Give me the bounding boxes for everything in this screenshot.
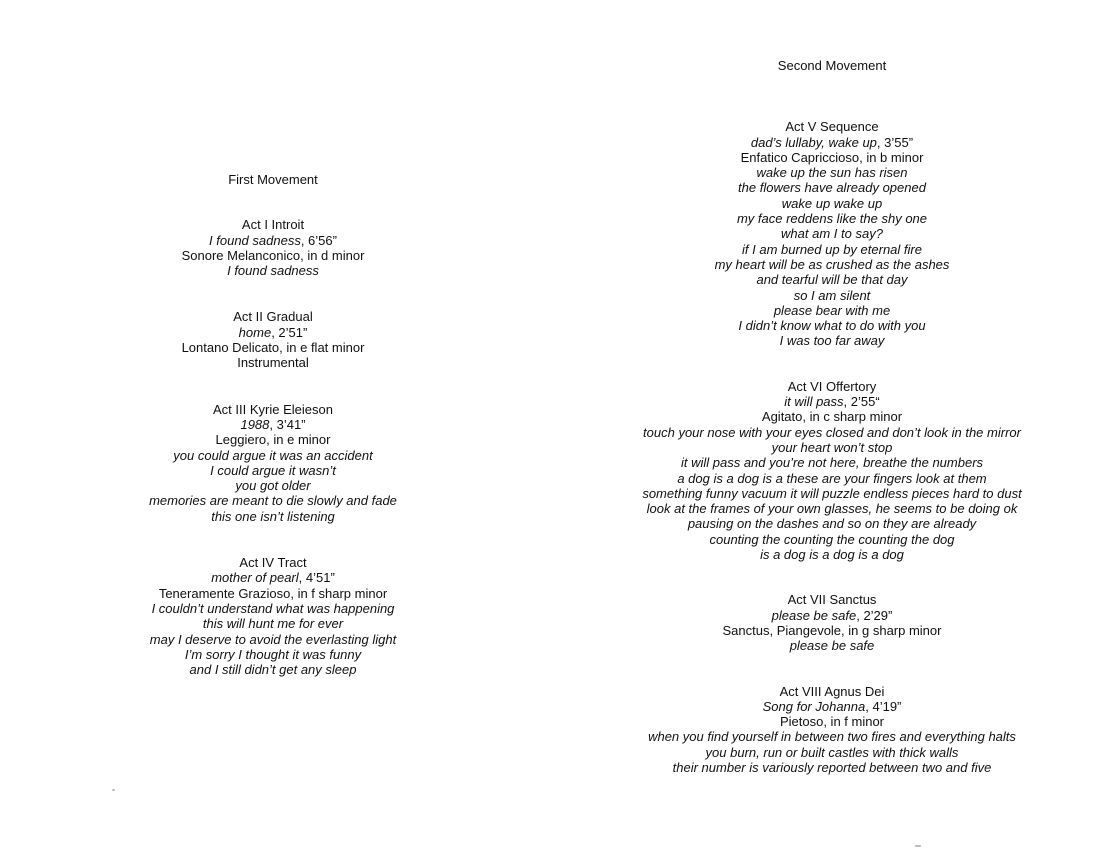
lyric-line: I didn’t know what to do with you [738,318,926,334]
song-duration: , 3’55” [876,134,914,150]
lyric-line: if I am burned up by eternal fire [742,241,922,257]
act-block [100,402,446,524]
song-title: 1988 [240,416,270,432]
lyric-line: look at the frames of your own glasses, he seems to be doing ok [646,501,1018,517]
act-heading: Act V Sequence [785,119,879,135]
lyric-line: you could argue it was an accident [173,447,373,463]
lyric-line: you burn, run or built castles with thick walls [705,744,959,760]
lyric-line: a dog is a dog is a these are your fingers look at them [677,470,987,486]
act-heading: Act IV Tract [239,555,307,571]
lyric-line: it will pass and you’re not here, breathe the numbers [680,455,984,471]
song-duration: , 2’51” [271,324,308,340]
tempo-key: Agitato, in c sharp minor [761,409,903,425]
lyric-line: my face reddens like the shy one [736,211,928,227]
lyric-line: my heart will be as crushed as the ashes [714,256,950,272]
act-heading: Act III Kyrie Eleieson [213,401,333,417]
lyric-line: you got older [235,478,311,494]
lyric-line: wake up the sun has risen [756,165,908,181]
paper-speck [915,845,921,847]
song-duration: , 3’41” [269,416,306,432]
tempo-key: Leggiero, in e minor [215,432,331,448]
lyric-line: I was too far away [779,333,885,349]
lyric-line: this one isn’t listening [211,508,335,524]
lyric-line: when you find yourself in between two fires and everything halts [648,729,1016,745]
lyric-line: please be safe [789,638,875,654]
act-block [600,684,1064,776]
act-block [600,379,1064,563]
act-heading: Act VIII Agnus Dei [779,683,885,699]
lyric-line: what am I to say? [781,226,883,242]
paper-speck [112,789,115,791]
act-block [100,555,446,677]
song-title: please be safe [771,607,857,623]
song-duration: , 4’19” [865,698,902,714]
lyric-line: and tearful will be that day [756,272,908,288]
lyric-line: I could argue it wasn’t [210,462,336,478]
song-title: Song for Johanna [762,698,866,714]
lyric-line: I’m sorry I thought it was funny [184,646,362,662]
song-title: I found sadness [209,232,301,248]
song-title: it will pass [784,394,844,410]
song-title: dad’s lullaby, wake up [750,134,877,150]
lyric-line: pausing on the dashes and so on they are already [687,516,977,532]
acts-list [600,119,1064,775]
tempo-key: Pietoso, in f minor [779,714,885,730]
song-line [100,325,446,340]
second-movement-column [600,58,1064,805]
lyric-line: the flowers have already opened [738,180,926,196]
song-title: mother of pearl [211,570,299,586]
lyric-line: so I am silent [793,287,871,303]
lyric-line: I found sadness [227,263,319,279]
act-heading: Act VII Sanctus [787,592,877,608]
lyric-line: touch your nose with your eyes closed and don’t look in the mirror [643,424,1021,440]
song-line [100,570,446,585]
lyric-line: and I still didn’t get any sleep [189,662,357,678]
lyric-line: is a dog is a dog is a dog [760,547,904,563]
act-note: Instrumental [237,355,309,371]
tempo-key: Teneramente Grazioso, in f sharp minor [158,585,388,601]
tempo-key: Enfatico Capriccioso, in b minor [740,149,924,165]
movement-title: First Movement [228,172,318,187]
first-movement-column [100,172,446,708]
act-heading: Act II Gradual [233,309,313,325]
lyric-line: I couldn’t understand what was happening [151,600,395,616]
song-line [600,608,1064,623]
lyric-line: please bear with me [773,302,891,318]
act-block [100,217,446,278]
song-line [600,394,1064,409]
act-block [600,592,1064,653]
movement-title: Second Movement [777,58,887,73]
lyric-line: counting the counting the counting the dog [709,531,955,547]
tempo-key: Lontano Delicato, in e flat minor [181,340,365,356]
song-line [600,699,1064,714]
act-block [100,309,446,370]
song-duration: , 2’55“ [843,394,880,410]
lyric-line: wake up wake up [781,195,883,211]
lyric-line: may I deserve to avoid the everlasting light [149,631,397,647]
song-duration: , 4’51” [298,570,335,586]
act-block [600,119,1064,348]
acts-list [100,217,446,677]
lyric-line: something funny vacuum it will puzzle endless pieces hard to dust [642,485,1022,501]
song-line [100,233,446,248]
lyric-line: this will hunt me for ever [202,616,344,632]
song-title: home [238,324,272,340]
tempo-key: Sanctus, Piangevole, in g sharp minor [722,622,942,638]
lyric-line: memories are meant to die slowly and fade [149,493,397,509]
act-heading: Act VI Offertory [787,378,877,394]
song-line [600,135,1064,150]
lyric-line: their number is variously reported between two and five [672,759,992,775]
tempo-key: Sonore Melanconico, in d minor [181,247,365,263]
act-heading: Act I Introit [241,217,305,233]
lyric-line: your heart won’t stop [771,439,893,455]
song-duration: , 6’56” [300,232,337,248]
song-line [100,417,446,432]
song-duration: , 2’29” [856,607,893,623]
